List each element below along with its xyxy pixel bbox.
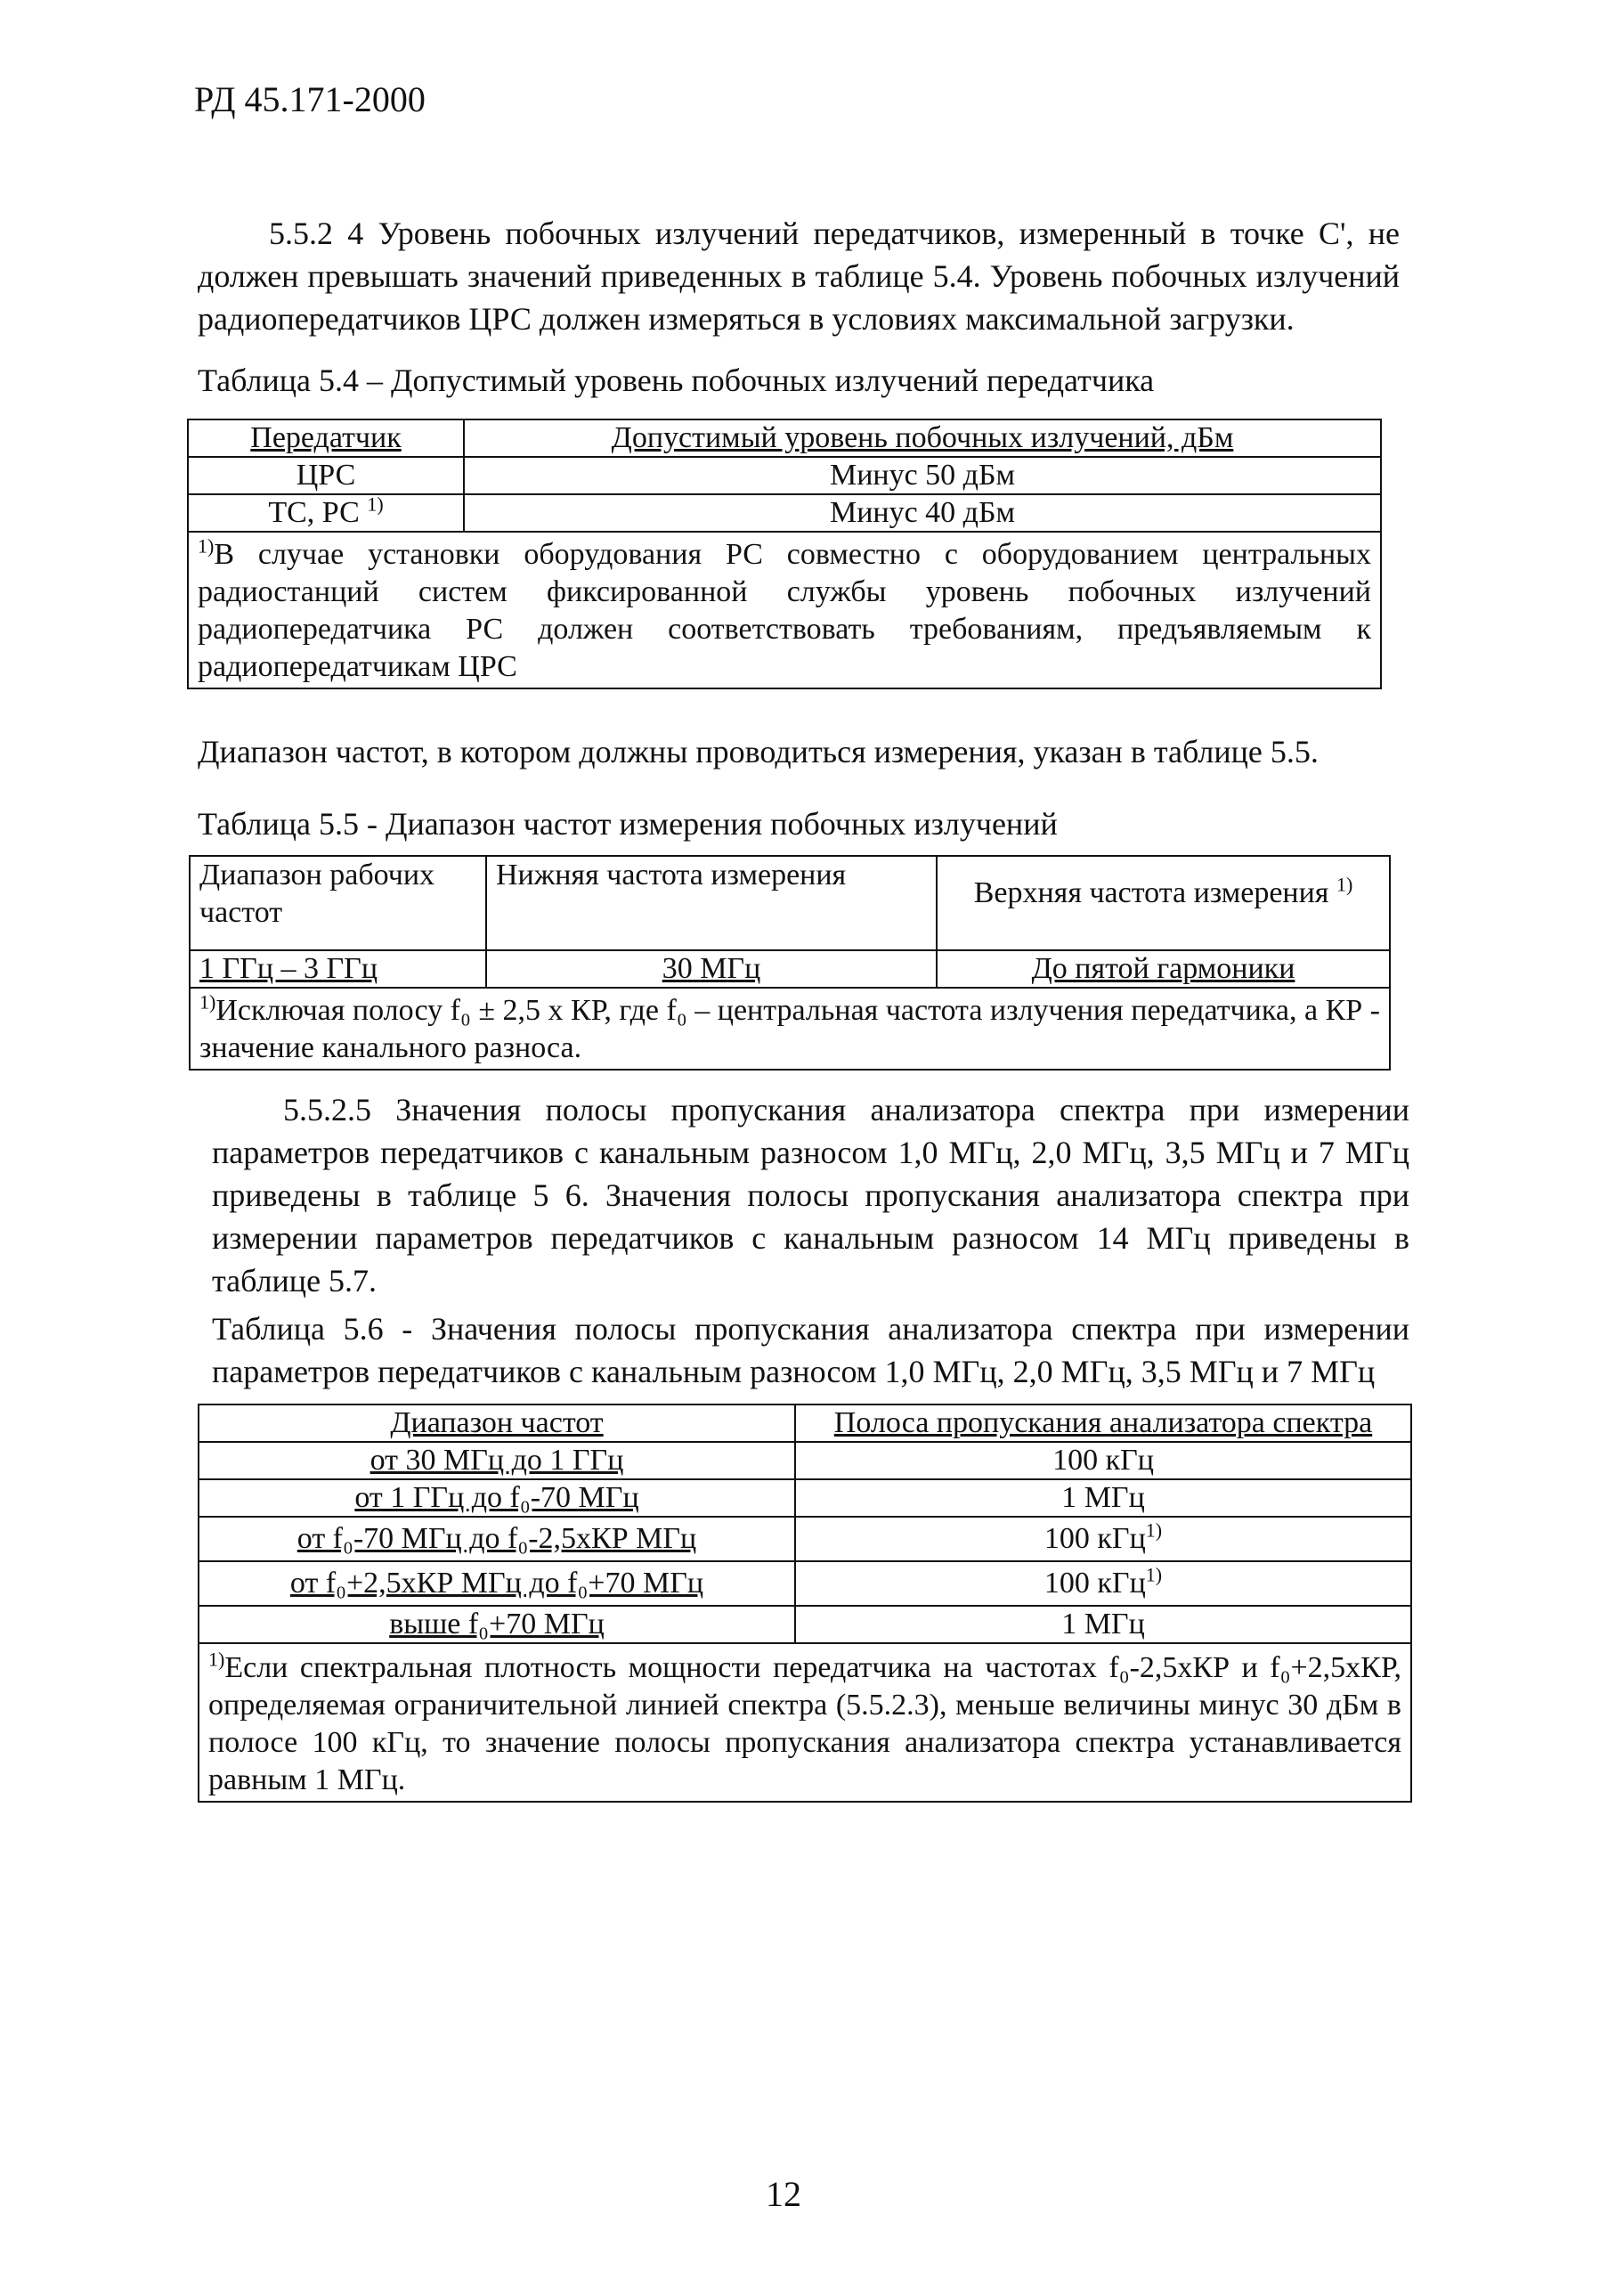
table-row bbox=[199, 1517, 1411, 1561]
level-cell: Минус 40 дБм bbox=[464, 494, 1381, 532]
band-value: 1 МГц bbox=[1061, 1608, 1145, 1641]
footnote-mark: 1) bbox=[208, 1648, 225, 1671]
range-cell: от f₀+2,5хКР МГц до f₀+70 МГц bbox=[199, 1561, 795, 1606]
transmitter-cell bbox=[188, 494, 464, 532]
band-value: 100 кГц bbox=[1043, 1567, 1146, 1600]
table-row bbox=[199, 1606, 1411, 1643]
footnote-mark: 1) bbox=[1145, 1563, 1163, 1586]
table-5-4-caption: Таблица 5.4 – Допустимый уровень побочных излучений передатчика bbox=[198, 362, 1155, 398]
header-label: Верхняя частота измерения bbox=[973, 876, 1329, 909]
band-value: 100 кГц bbox=[1052, 1444, 1154, 1477]
table-5-6-caption: Таблица 5.6 - Значения полосы пропускания анализатора спектра при измерении параметров передатчиков с канальным разносом 1,0 МГц, 2,0 МГц, 3,5 МГц и 7 МГц bbox=[212, 1311, 1409, 1389]
table-5-5-caption: Таблица 5.5 - Диапазон частот измерения побочных излучений bbox=[198, 806, 1058, 842]
range-cell: от 30 МГц до 1 ГГц bbox=[199, 1442, 795, 1479]
table-5-6 bbox=[198, 1404, 1412, 1803]
band-cell bbox=[795, 1606, 1411, 1643]
table-5-4 bbox=[187, 419, 1382, 689]
header-cell: Допустимый уровень побочных излучений, дБм bbox=[464, 419, 1381, 457]
band-value: 100 кГц bbox=[1043, 1522, 1146, 1555]
footnote-text: Исключая полосу f₀ ± 2,5 х КР, где f₀ – центральная частота излучения передатчика, а КР - значение канального разноса. bbox=[199, 994, 1380, 1064]
table-row bbox=[199, 1561, 1411, 1606]
footnote-text: Если спектральная плотность мощности передатчика на частотах f₀-2,5хКР и f₀+2,5хКР, определяемая ограничительной линией спектра (5.5.2.3), меньше величины минус 30 дБм в полосе 100 кГц, то значение полосы пропускания анализатора спектра устанавливается равным 1 МГц. bbox=[208, 1651, 1401, 1796]
footnote-mark: 1) bbox=[1145, 1518, 1163, 1542]
table-row bbox=[188, 457, 1381, 494]
range-cell: от 1 ГГц до f₀-70 МГц bbox=[199, 1479, 795, 1517]
table-header-row bbox=[190, 856, 1390, 950]
paragraph-5-5-2-4: 5.5.2 4 Уровень побочных излучений передатчиков, измеренный в точке С', не должен превышать значений приведенных в таблице 5.4. Уровень побочных излучений радиопередатчиков ЦРС должен измеряться в условиях максимальной загрузки. bbox=[198, 216, 1400, 337]
table-row bbox=[199, 1479, 1411, 1517]
footnote-row bbox=[188, 532, 1381, 688]
range-cell: 1 ГГц – 3 ГГц bbox=[190, 950, 486, 988]
table-5-5 bbox=[189, 855, 1391, 1071]
table-header-row bbox=[188, 419, 1381, 457]
paragraph-5-5-2-5: 5.5.2.5 Значения полосы пропускания анализатора спектра при измерении параметров передатчиков с канальным разносом 1,0 МГц, 2,0 МГц, 3,5 МГц и 7 МГц приведены в таблице 5 6. Значения полосы пропускания анализатора спектра при измерении параметров передатчиков с канальным разносом 14 МГц приведены в таблице 5.7. bbox=[212, 1092, 1409, 1299]
transmitter-cell bbox=[188, 457, 464, 494]
frequency-range-paragraph: Диапазон частот, в котором должны проводиться измерения, указан в таблице 5.5. bbox=[198, 734, 1319, 769]
table-header-row bbox=[199, 1404, 1411, 1442]
footnote-mark: 1) bbox=[198, 534, 215, 558]
footnote-mark: 1) bbox=[199, 990, 216, 1014]
band-value: 1 МГц bbox=[1061, 1481, 1145, 1514]
footnote-text: В случае установки оборудования РС совместно с оборудованием центральных радиостанций систем фиксированной службы уровень побочных излучений радиопередатчика РС должен соответствовать требованиям, предъявляемым к радиопередатчикам ЦРС bbox=[198, 538, 1371, 683]
transmitter-label: ЦРС bbox=[296, 459, 356, 492]
lower-frequency-cell: 30 МГц bbox=[486, 950, 937, 988]
range-cell: от f₀-70 МГц до f₀-2,5хКР МГц bbox=[199, 1517, 795, 1561]
table-row bbox=[188, 494, 1381, 532]
band-cell bbox=[795, 1561, 1411, 1606]
band-cell bbox=[795, 1442, 1411, 1479]
footnote-row bbox=[190, 988, 1390, 1070]
footnote-mark: 1) bbox=[367, 493, 384, 516]
upper-frequency-cell: До пятой гармоники bbox=[937, 950, 1390, 988]
header-cell bbox=[937, 856, 1390, 950]
footnote-mark: 1) bbox=[1336, 873, 1353, 896]
band-cell bbox=[795, 1479, 1411, 1517]
level-cell: Минус 50 дБм bbox=[464, 457, 1381, 494]
transmitter-label: ТС, РС bbox=[268, 496, 360, 529]
document-code: РД 45.171-2000 bbox=[194, 79, 426, 119]
table-row bbox=[199, 1442, 1411, 1479]
header-cell: Диапазон рабочих частот bbox=[190, 856, 486, 950]
footnote-cell bbox=[190, 988, 1390, 1070]
header-cell: Нижняя частота измерения bbox=[486, 856, 937, 950]
page-number: 12 bbox=[766, 2174, 801, 2214]
band-cell bbox=[795, 1517, 1411, 1561]
header-cell: Передатчик bbox=[188, 419, 464, 457]
footnote-cell bbox=[199, 1643, 1411, 1802]
range-cell: выше f₀+70 МГц bbox=[199, 1606, 795, 1643]
header-cell: Диапазон частот bbox=[199, 1404, 795, 1442]
header-cell: Полоса пропускания анализатора спектра bbox=[795, 1404, 1411, 1442]
footnote-row bbox=[199, 1643, 1411, 1802]
footnote-cell bbox=[188, 532, 1381, 688]
table-row bbox=[190, 950, 1390, 988]
